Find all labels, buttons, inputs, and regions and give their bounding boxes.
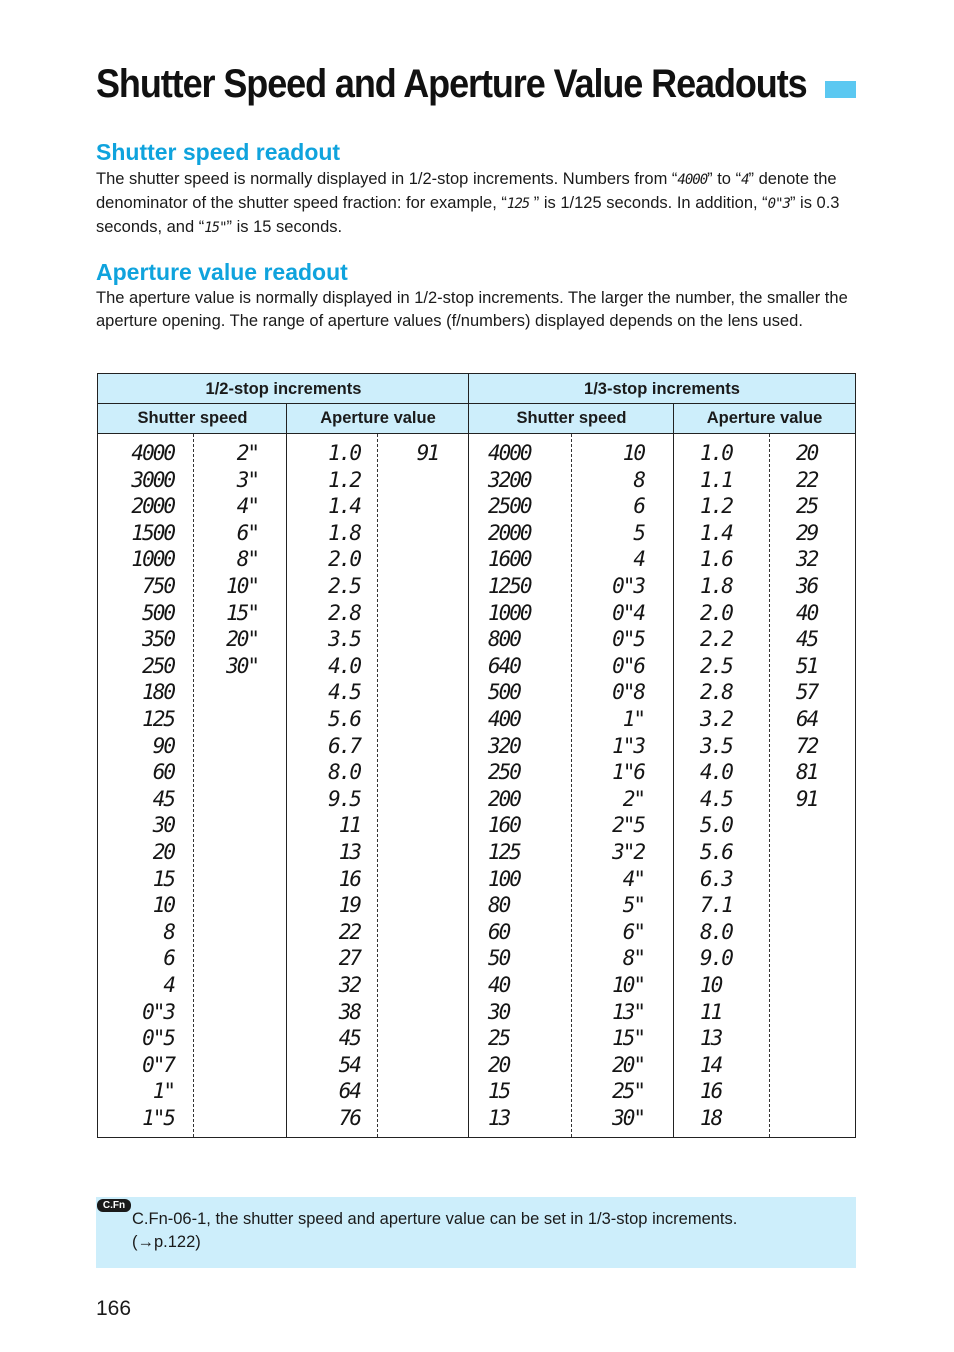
table-cell: 200 xyxy=(488,786,520,811)
table-cell: 4" xyxy=(622,866,644,891)
table-cell: 29 xyxy=(796,520,818,545)
aperture-value-heading: Aperture value readout xyxy=(96,259,348,285)
table-cell: 1" xyxy=(622,707,644,731)
table-cell: 32 xyxy=(796,547,818,572)
table-cell: 2" xyxy=(622,786,644,811)
table-cell: 15 xyxy=(152,866,174,891)
table-cell: 45 xyxy=(796,627,818,652)
table-cell: 76 xyxy=(338,1106,360,1130)
table-cell: 22 xyxy=(796,467,818,492)
table-cell: 10 xyxy=(700,973,722,997)
table-cell: 38 xyxy=(338,999,360,1024)
table-cell: 125 xyxy=(142,707,174,731)
table-cell: 0"3 xyxy=(142,999,174,1024)
page-number: 166 xyxy=(96,1297,132,1320)
table-cell: 2500 xyxy=(488,494,531,519)
table-cell: 50 xyxy=(488,946,510,971)
readout-table xyxy=(97,373,856,1138)
table-cell: 6 xyxy=(633,494,644,519)
table-cell: 160 xyxy=(488,813,520,838)
table-cell: 2000 xyxy=(488,520,531,545)
table-cell: 5.0 xyxy=(700,813,732,838)
table-cell: 2.0 xyxy=(328,547,360,572)
cfn-badge: C.Fn xyxy=(97,1199,131,1212)
table-cell: 250 xyxy=(142,653,174,678)
table-cell: 1.8 xyxy=(328,520,360,545)
table-cell: 6.7 xyxy=(328,733,360,758)
table-cell: 81 xyxy=(796,760,818,785)
table-cell: 2.8 xyxy=(700,680,732,705)
dashed-divider-3 xyxy=(571,434,572,1137)
table-cell: 3.5 xyxy=(700,733,732,758)
lcd-4: 4 xyxy=(741,172,749,188)
table-cell: 500 xyxy=(488,680,520,705)
table-cell: 60 xyxy=(152,760,174,785)
table-cell: 25 xyxy=(488,1026,510,1051)
table-cell: 18 xyxy=(700,1106,722,1130)
table-cell: 13 xyxy=(700,1026,722,1051)
table-cell: 1.8 xyxy=(700,574,732,598)
table-cell: 4 xyxy=(163,973,174,997)
table-cell: 20 xyxy=(488,1052,510,1077)
table-cell: 0"5 xyxy=(142,1026,174,1051)
table-cell: 11 xyxy=(700,999,722,1024)
table-cell: 4.5 xyxy=(700,786,732,811)
table-cell: 0"3 xyxy=(612,574,644,598)
table-cell: 400 xyxy=(488,707,520,731)
table-cell: 36 xyxy=(796,574,818,598)
group-header-third-stop: 1/3-stop increments xyxy=(584,380,740,398)
table-cell: 4 xyxy=(633,547,644,572)
table-cell: 8 xyxy=(633,467,644,492)
table-cell: 72 xyxy=(796,733,818,758)
divider-half-third xyxy=(468,374,469,1137)
table-cell: 350 xyxy=(142,627,174,652)
table-cell: 0"8 xyxy=(612,680,644,705)
table-cell: 320 xyxy=(488,733,520,758)
table-cell: 8 xyxy=(163,919,174,944)
table-cell: 5" xyxy=(622,893,644,918)
divider-half-cols xyxy=(286,404,287,1137)
table-cell: 9.0 xyxy=(700,946,732,971)
table-cell: 1000 xyxy=(131,547,174,572)
shutter-text-6: ” is 15 seconds. xyxy=(226,218,343,236)
shutter-speed-paragraph xyxy=(96,168,856,240)
table-cell: 30 xyxy=(488,999,510,1024)
header-half-aperture: Aperture value xyxy=(320,409,436,427)
table-cell: 1600 xyxy=(488,547,531,572)
group-header-half-stop: 1/2-stop increments xyxy=(205,380,362,398)
table-cell: 91 xyxy=(796,786,818,811)
table-cell: 16 xyxy=(700,1079,722,1104)
table-cell: 1000 xyxy=(488,600,531,625)
table-cell: 3.5 xyxy=(328,627,360,652)
table-cell: 2"5 xyxy=(612,813,644,838)
table-cell: 1.0 xyxy=(328,441,360,465)
table-cell: 2.2 xyxy=(700,627,732,652)
table-cell: 4000 xyxy=(131,441,174,465)
shutter-text-2: ” to “ xyxy=(707,170,742,188)
table-cell: 11 xyxy=(338,813,360,838)
table-cell: 90 xyxy=(152,733,174,758)
table-cell: 30" xyxy=(226,653,258,678)
table-cell: 6 xyxy=(163,946,174,971)
table-cell: 1" xyxy=(152,1079,174,1104)
table-cell: 125 xyxy=(488,840,520,864)
table-cell: 1.2 xyxy=(328,467,360,492)
table-cell: 25" xyxy=(612,1079,644,1104)
table-cell: 40 xyxy=(796,600,818,625)
table-cell: 1500 xyxy=(131,520,174,545)
table-cell: 1250 xyxy=(488,574,531,598)
table-cell: 750 xyxy=(142,574,174,598)
table-cell: 6" xyxy=(622,919,644,944)
table-cell: 10" xyxy=(612,973,644,997)
dashed-divider-4 xyxy=(769,434,770,1137)
table-cell: 64 xyxy=(338,1079,360,1104)
table-cell: 4.0 xyxy=(700,760,732,785)
table-cell: 1"5 xyxy=(142,1106,174,1130)
lcd-125: 125 xyxy=(506,196,530,212)
aperture-value-paragraph: The aperture value is normally displayed in 1/2-stop increments. The larger the number, the smaller the aperture opening. The range of aperture values (f/numbers) displayed depends on the lens used. xyxy=(96,289,848,330)
table-cell: 14 xyxy=(700,1052,722,1077)
table-cell: 3000 xyxy=(131,467,174,492)
table-cell: 9.5 xyxy=(328,786,360,811)
shutter-text-3: ” denote the denominator of the shutter speed fraction: for example, “ xyxy=(96,170,837,212)
lcd-15: 15" xyxy=(204,220,227,236)
table-cell: 57 xyxy=(796,680,818,705)
table-cell: 64 xyxy=(796,707,818,731)
table-cell: 8" xyxy=(622,946,644,971)
table-cell: 3" xyxy=(236,467,258,492)
header-half-shutter: Shutter speed xyxy=(137,409,248,427)
table-cell: 2.8 xyxy=(328,600,360,625)
cfn-note-text xyxy=(132,1208,832,1254)
table-cell: 32 xyxy=(338,973,360,997)
table-cell: 2.5 xyxy=(700,653,732,678)
table-cell: 4.5 xyxy=(328,680,360,705)
table-cell: 22 xyxy=(338,919,360,944)
shutter-speed-heading: Shutter speed readout xyxy=(96,139,341,165)
shutter-text-5: ” is 0.3 seconds, and “ xyxy=(96,194,840,236)
table-cell: 45 xyxy=(152,786,174,811)
cfn-note-line-1: C.Fn-06-1, the shutter speed and aperture value can be set in 1/3-stop increments. xyxy=(132,1210,738,1228)
table-cell: 0"5 xyxy=(612,627,644,652)
table-cell: 6" xyxy=(236,520,258,545)
table-cell: 80 xyxy=(488,893,510,918)
table-cell: 4.0 xyxy=(328,653,360,678)
table-cell: 5.6 xyxy=(328,707,360,731)
table-cell: 3.2 xyxy=(700,707,732,731)
header-third-aperture: Aperture value xyxy=(706,409,823,427)
table-cell: 60 xyxy=(488,919,510,944)
table-cell: 8.0 xyxy=(328,760,360,785)
cfn-note-panel xyxy=(96,1197,856,1268)
dashed-divider-2 xyxy=(377,434,378,1137)
table-cell: 15" xyxy=(226,600,258,625)
table-cell: 5.6 xyxy=(700,840,732,864)
header-third-shutter: Shutter speed xyxy=(516,409,627,427)
table-cell: 91 xyxy=(416,441,438,465)
table-cell: 25 xyxy=(796,494,818,519)
table-cell: 16 xyxy=(338,866,360,891)
table-cell: 40 xyxy=(488,973,510,997)
table-cell: 10 xyxy=(152,893,174,918)
table-cell: 7.1 xyxy=(700,893,732,918)
table-cell: 180 xyxy=(142,680,174,705)
shutter-text-1: The shutter speed is normally displayed in 1/2-stop increments. Numbers from “ xyxy=(96,170,678,188)
table-cell: 0"4 xyxy=(612,600,644,625)
table-cell: 4000 xyxy=(488,441,531,465)
lcd-0-3: 0"3 xyxy=(767,196,790,212)
table-cell: 54 xyxy=(338,1052,360,1077)
table-cell: 250 xyxy=(488,760,520,785)
table-cell: 1"3 xyxy=(612,733,644,758)
shutter-text-4: ” is 1/125 seconds. In addition, “ xyxy=(529,194,768,212)
table-cell: 3200 xyxy=(488,467,531,492)
table-cell: 0"6 xyxy=(612,653,644,678)
title-accent-bar xyxy=(825,81,856,98)
table-cell: 8.0 xyxy=(700,919,732,944)
table-cell: 1.0 xyxy=(700,441,732,465)
table-cell: 13 xyxy=(338,840,360,864)
table-cell: 15" xyxy=(612,1026,644,1051)
table-cell: 20 xyxy=(796,441,818,465)
table-cell: 30 xyxy=(152,813,174,838)
table-cell: 1.1 xyxy=(700,467,732,492)
table-cell: 2" xyxy=(236,441,258,465)
table-cell: 100 xyxy=(488,866,520,891)
table-cell: 1.4 xyxy=(700,520,732,545)
table-cell: 13" xyxy=(612,999,644,1024)
table-cell: 8" xyxy=(236,547,258,572)
table-cell: 19 xyxy=(338,893,360,918)
table-cell: 10 xyxy=(622,441,644,465)
table-cell: 10" xyxy=(226,574,258,598)
table-cell: 3"2 xyxy=(612,840,644,864)
table-cell: 1"6 xyxy=(612,760,644,785)
table-cell: 20 xyxy=(152,840,174,864)
table-cell: 0"7 xyxy=(142,1052,174,1077)
table-cell: 1.2 xyxy=(700,494,732,519)
table-cell: 1.4 xyxy=(328,494,360,519)
table-cell: 30" xyxy=(612,1106,644,1130)
page-title: Shutter Speed and Aperture Value Readouts xyxy=(96,62,807,106)
table-cell: 500 xyxy=(142,600,174,625)
table-cell: 2.5 xyxy=(328,574,360,598)
divider-third-cols xyxy=(673,404,674,1137)
table-cell: 2000 xyxy=(131,494,174,519)
table-cell: 13 xyxy=(488,1106,510,1130)
table-cell: 20" xyxy=(612,1052,644,1077)
table-cell: 27 xyxy=(338,946,360,971)
table-cell: 640 xyxy=(488,653,520,678)
dashed-divider-1 xyxy=(193,434,194,1137)
header-divider xyxy=(98,403,855,404)
table-cell: 45 xyxy=(338,1026,360,1051)
table-cell: 2.0 xyxy=(700,600,732,625)
table-cell: 800 xyxy=(488,627,520,652)
lcd-4000: 4000 xyxy=(677,172,708,188)
table-cell: 6.3 xyxy=(700,866,732,891)
table-cell: 1.6 xyxy=(700,547,732,572)
table-cell: 4" xyxy=(236,494,258,519)
table-cell: 15 xyxy=(488,1079,510,1104)
cfn-note-line-2: (→p.122) xyxy=(132,1233,201,1251)
table-cell: 5 xyxy=(633,520,644,545)
table-cell: 51 xyxy=(796,653,818,678)
table-cell: 20" xyxy=(226,627,258,652)
